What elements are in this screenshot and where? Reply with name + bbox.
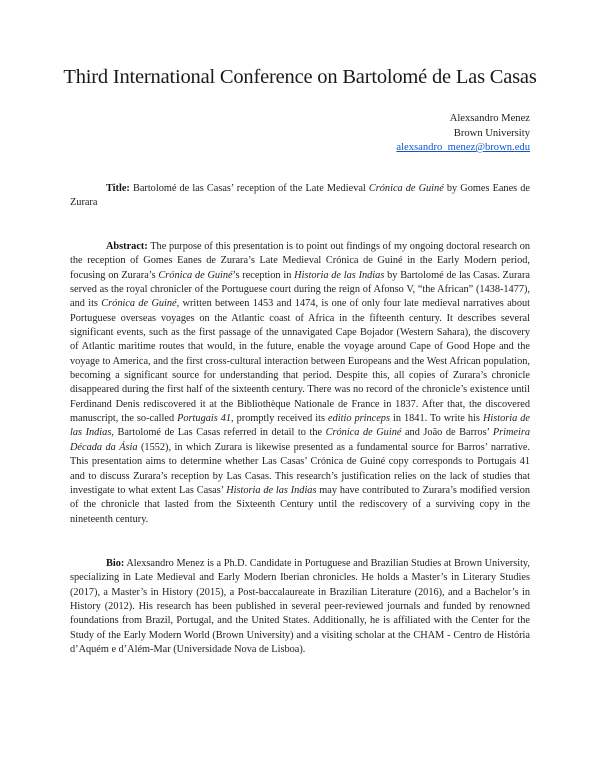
title-text: by Gomes Eanes de Zurara (70, 183, 530, 209)
abstract-text: ’s reception in (232, 269, 295, 281)
abstract-paragraph (70, 240, 530, 527)
abstract-text: , written between 1453 and 1474, is one of only four late medieval narratives about Portuguese overseas voyages on the Atlantic coast of Africa in the fifteenth century. It describes several significant events, such as the first passage of the unnavigated Cape Bojador (Western Sahara), the discovery of Atlantic maritime routes that would, in the future, enable the voyage around Cape of Good Hope and the voyage to America, and the first cross-cultural interaction between Europeans and the West African population, becoming a significant source for understanding that period. Despite this, all copies of Zurara’s chronicle disappeared during the first half of the sixteenth century. There was no record of the chronicle’s existence until Ferdinand Denis rediscovered it at the Bibliothèque Nationale de France in 1837. After that, the discovered manuscript, the so-called (70, 298, 530, 425)
bio-text: Alexsandro Menez is a Ph.D. Candidate in Portuguese and Brazilian Studies at Brown University, specializing in Late Medieval and Early Modern Iberian chronicles. He holds a Master’s in Literary Studies (2017), a Master’s in History (2015), a Post-baccalaureate in Brazilian Literature (2016), and a Bachelor’s in History (2012). His research has been published in several peer-reviewed journals and funded by renowned foundations from Brazil, Portugal, and the United States. Additionally, he is affiliated with the Center for the Study of the Early Modern World (Brown University) and a visiting scholar at the CHAM - Centro de História d’Aquém e d’Além-Mar (Universidade Nova de Lisboa). (70, 558, 530, 656)
title-italic: Crónica de Guiné (368, 183, 444, 194)
abstract-text: , promptly received its (231, 413, 329, 425)
abstract-italic: editio princeps (328, 413, 390, 425)
title-paragraph (70, 182, 530, 211)
abstract-italic: Historia de las Indias (294, 269, 385, 281)
abstract-italic: Crónica de Guiné (101, 298, 177, 310)
abstract-text: and João de Barros’ (401, 427, 493, 439)
abstract-text: in 1841. To write his (389, 413, 483, 425)
author-email-link[interactable]: alexsandro_menez@brown.edu (396, 142, 530, 153)
abstract-italic: Crónica de Guiné (325, 427, 402, 439)
page-title: Third International Conference on Bartolomé de Las Casas (63, 66, 537, 88)
abstract-italic: Historia de las Indias (226, 484, 317, 496)
abstract-text: The purpose of this presentation is to point out findings of my ongoing doctoral research on the reception of Gomes Eanes de Zurara’s Late Medieval Crónica de Guiné in the Early Modern period, focusing on Zurara’s (70, 241, 530, 281)
abstract-text: by Bartolomé de las Casas. Zurara served as the royal chronicler of the Portuguese court during the reign of Afonso V, “the African” (1438-1477), and its (70, 269, 530, 310)
author-block (396, 112, 530, 156)
abstract-text: (1552), in which Zurara is likewise presented as a fundamental source for Barros’ narrative. This presentation aims to determine whether Las Casas’ Crónica de Guiné copy corresponds to Portugais 41 and to discuss Zurara’s reception by Las Casas. This research’s justification relies on the lack of studies that investigate to what extent Las Casas’ (70, 441, 530, 496)
abstract-label: Abstract: (106, 241, 148, 252)
abstract-italic: Portugais 41 (177, 413, 232, 425)
author-name: Alexsandro Menez (449, 113, 530, 124)
abstract-italic: Crónica de Guiné (158, 269, 233, 281)
abstract-italic: Primeira Década da Ásia (70, 427, 530, 453)
bio-label: Bio: (106, 558, 125, 569)
abstract-italic: Historia de las Indias (70, 413, 530, 439)
title-label: Title: (106, 183, 130, 194)
title-text: Bartolomé de las Casas’ reception of the Late Medieval (129, 183, 369, 194)
abstract-text: , Bartolomé de Las Casas referred in detail to the (111, 427, 326, 439)
author-institution: Brown University (453, 127, 530, 139)
abstract-text: may have contributed to Zurara’s modified version of the chronicle that lasted from the Sixteenth Century until the rediscovery of a surviving copy in the nineteenth century. (70, 484, 531, 525)
bio-paragraph (70, 557, 530, 657)
